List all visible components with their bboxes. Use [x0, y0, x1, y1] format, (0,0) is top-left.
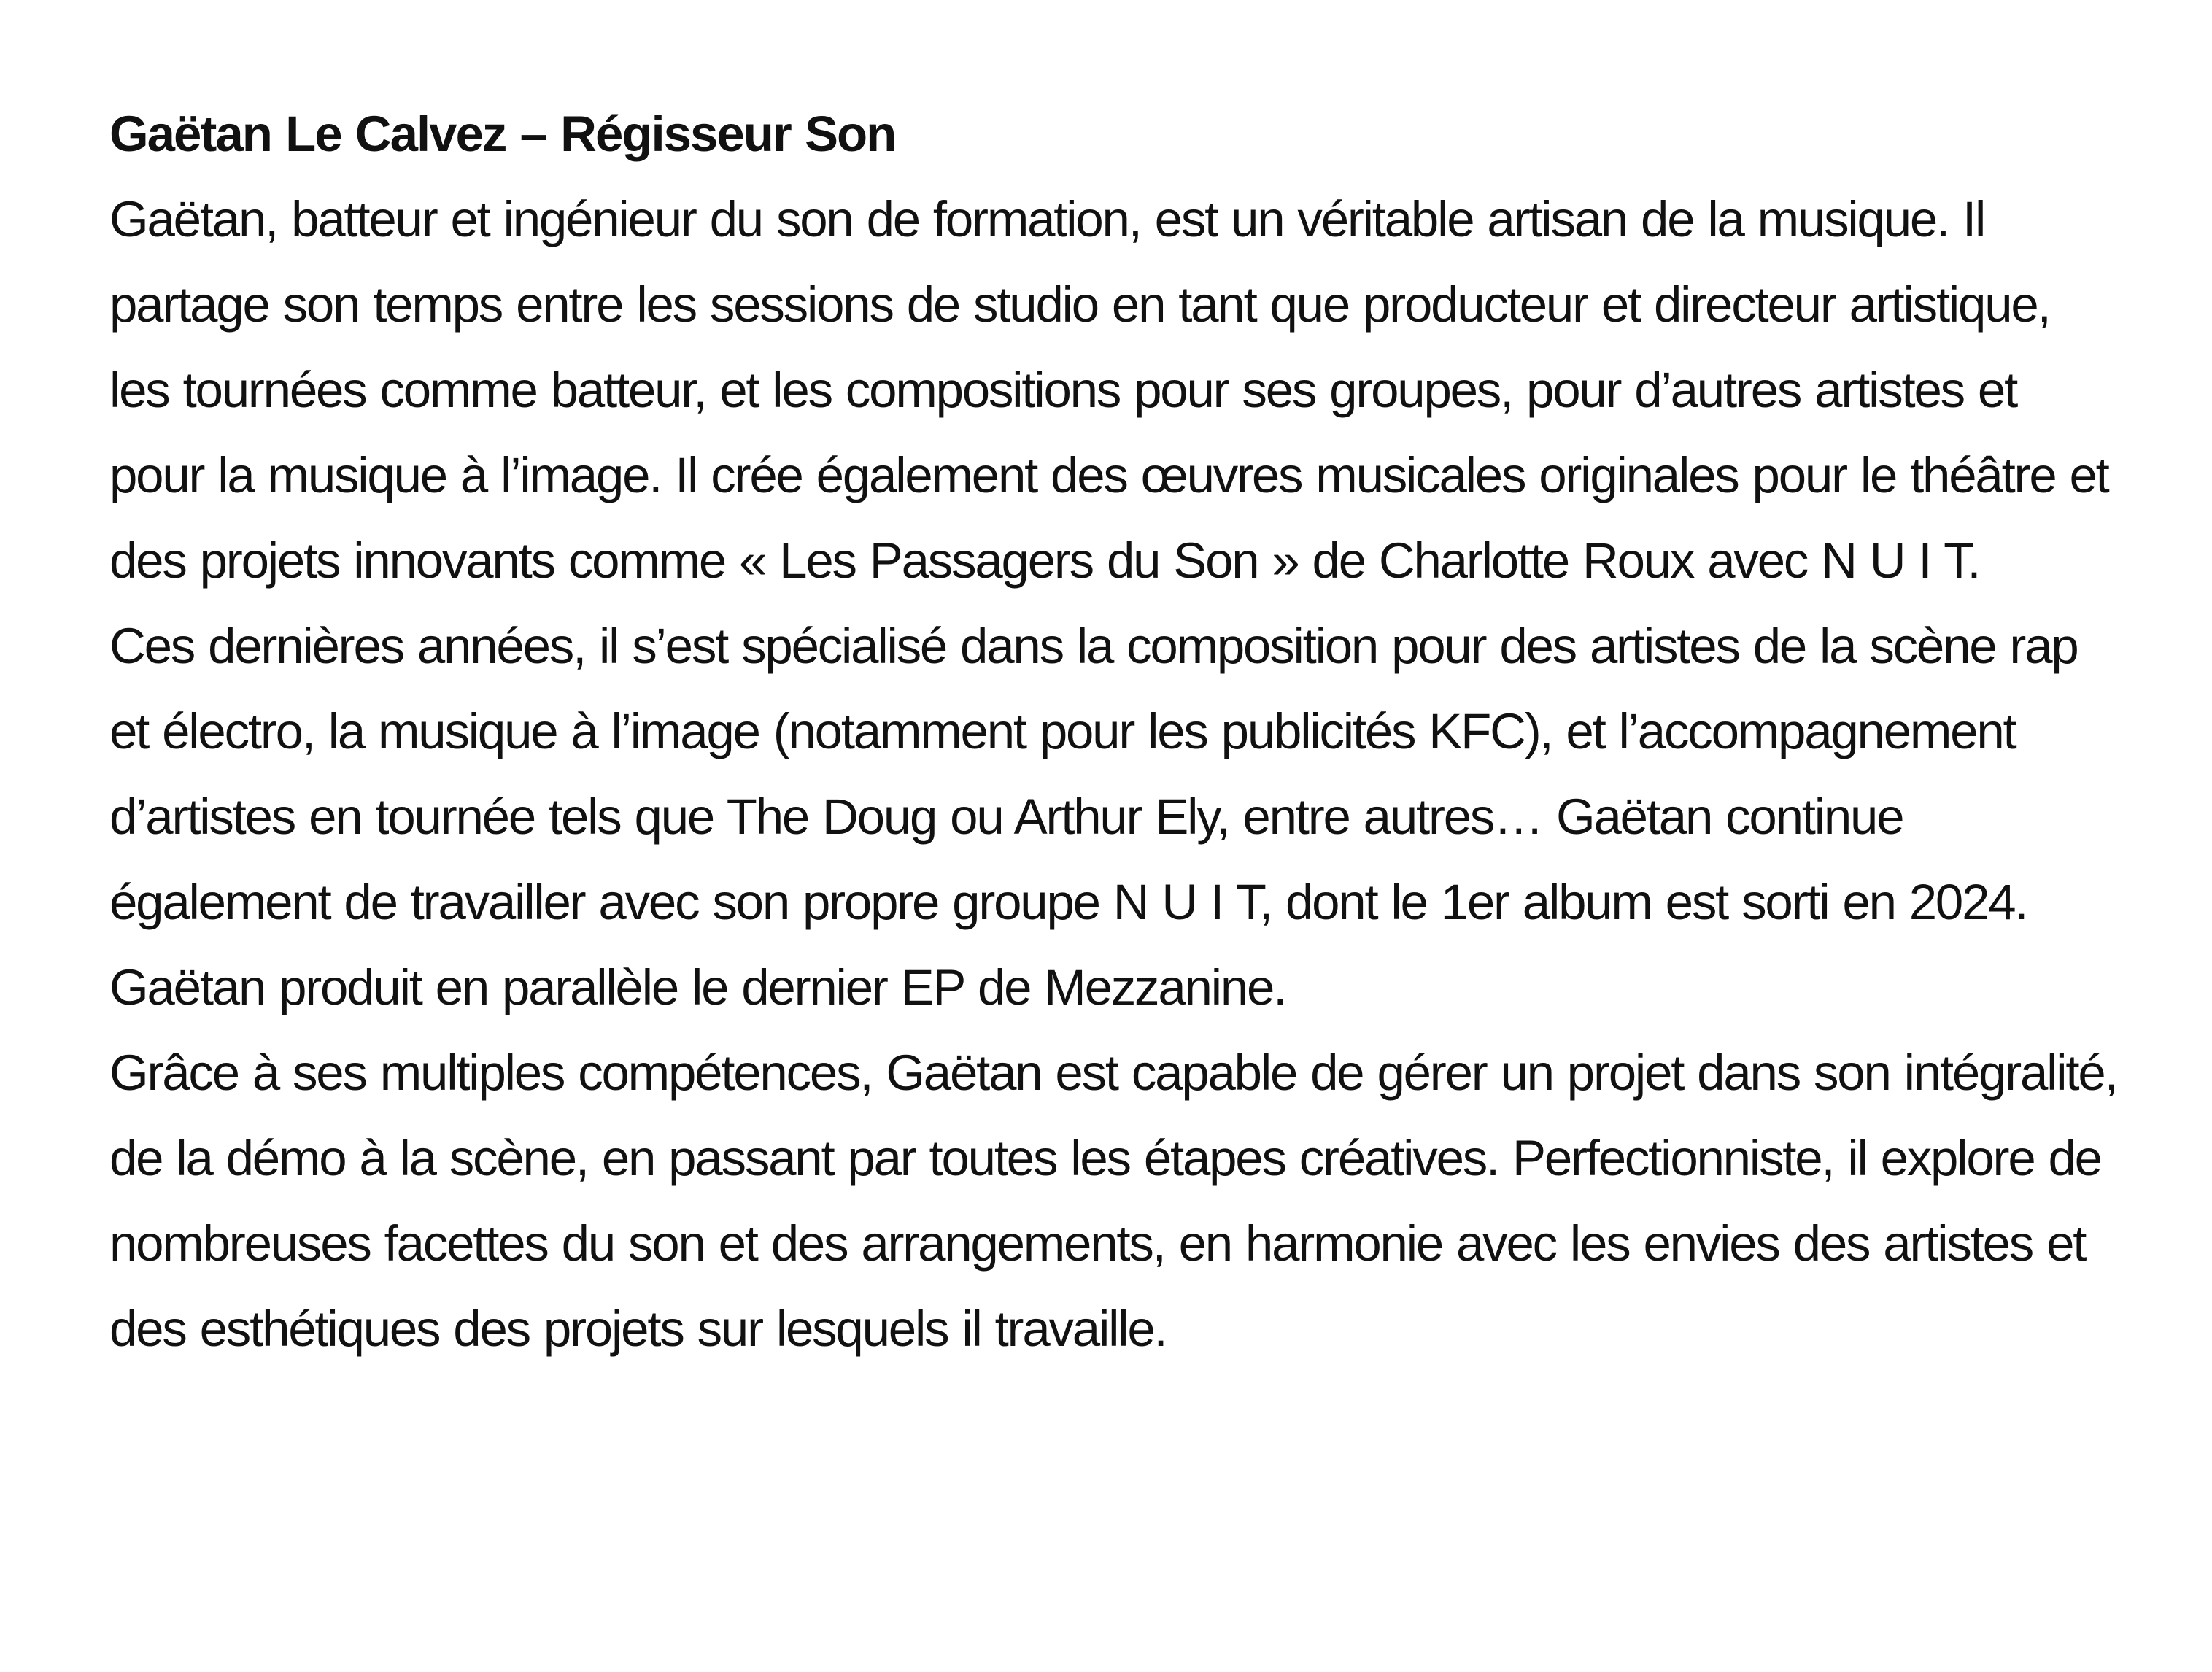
- bio-paragraph-1: Gaëtan, batteur et ingénieur du son de formation, est un véritable artisan de la musique. Il partage son temps entre les sessions de studio en tant que producteur et directeur artistique, les tournées comme batteur, et les compositions pour ses groupes, pour d’autres artistes et pour la musique à l’image. Il crée également des œuvres musicales originales pour le théâtre et des projets innovants comme « Les Passagers du Son » de Charlotte Roux avec N U I T.: [109, 191, 2108, 589]
- bio-paragraph-2: Ces dernières années, il s’est spécialisé dans la composition pour des artistes de la scène rap et électro, la musique à l’image (notamment pour les publicités KFC), et l’accompagnement d’artistes en tournée tels que The Doug ou Arthur Ely, entre autres… Gaëtan continue également de travailler avec son propre groupe N U I T, dont le 1er album est sorti en 2024. Gaëtan produit en parallèle le dernier EP de Mezzanine.: [109, 618, 2078, 1015]
- bio-paragraph-3: Grâce à ses multiples compétences, Gaëtan est capable de gérer un projet dans son intégralité, de la démo à la scène, en passant par toutes les étapes créatives. Perfectionniste, il explore de nombreuses facettes du son et des arrangements, en harmonie avec les envies des artistes et des esthétiques des projets sur lesquels il travaille.: [109, 1045, 2117, 1357]
- bio-section: [109, 91, 2123, 1371]
- bio-heading: Gaëtan Le Calvez – Régisseur Son: [109, 106, 896, 162]
